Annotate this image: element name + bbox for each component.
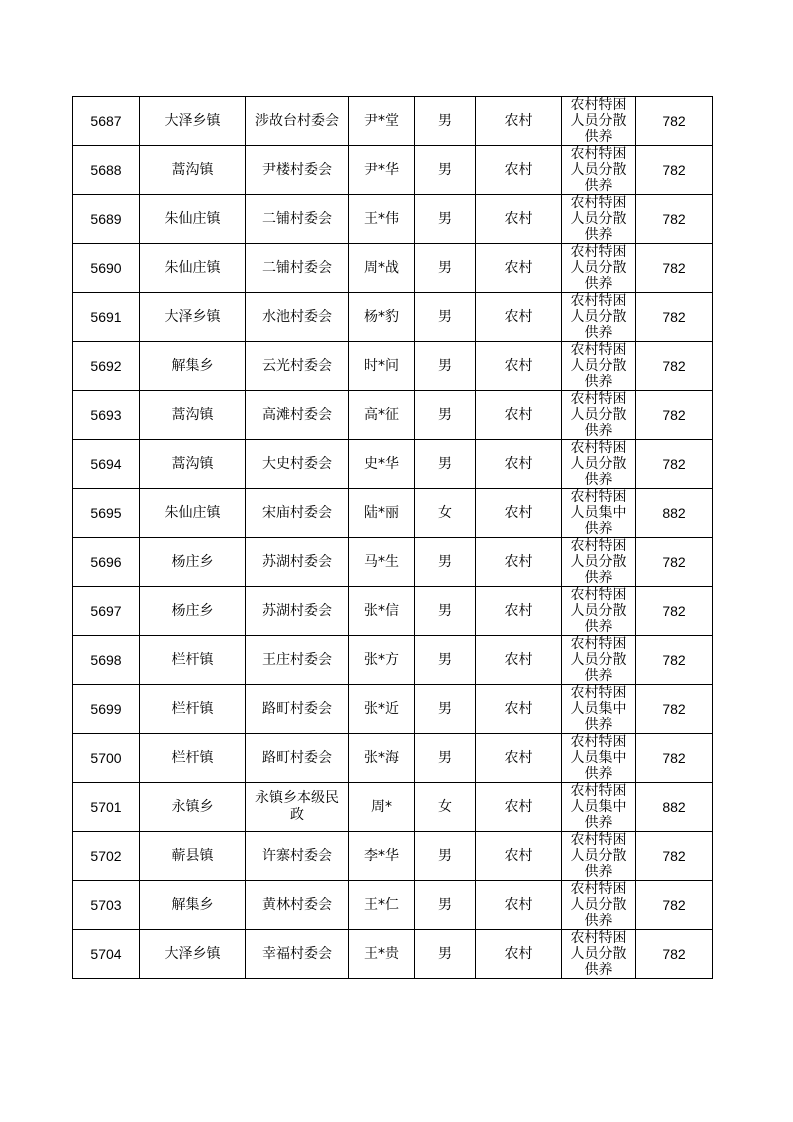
cell-village-committee-text: 二铺村委会 [262, 259, 332, 276]
cell-serial-number: 5690 [73, 244, 140, 293]
cell-village-committee [246, 734, 349, 783]
cell-town: 杨庄乡 [140, 538, 246, 587]
table-row [73, 881, 713, 930]
cell-village-committee [246, 930, 349, 979]
cell-town: 朱仙庄镇 [140, 244, 246, 293]
cell-area-type: 农村 [476, 391, 562, 440]
cell-gender: 男 [415, 930, 476, 979]
cell-assistance-category [562, 587, 636, 636]
cell-assistance-category [562, 440, 636, 489]
cell-village-committee-text: 路町村委会 [262, 700, 332, 717]
cell-village-committee-text: 永镇乡本级民政 [255, 790, 339, 823]
cell-gender: 男 [415, 734, 476, 783]
cell-amount: 782 [636, 293, 713, 342]
cell-village-committee [246, 587, 349, 636]
cell-person-name: 张*信 [349, 587, 415, 636]
cell-gender: 男 [415, 636, 476, 685]
cell-amount: 782 [636, 587, 713, 636]
cell-serial-number: 5702 [73, 832, 140, 881]
cell-village-committee [246, 783, 349, 832]
cell-town: 杨庄乡 [140, 587, 246, 636]
cell-area-type: 农村 [476, 930, 562, 979]
cell-assistance-category [562, 636, 636, 685]
table-row [73, 489, 713, 538]
cell-assistance-category-text: 农村特困人员分散供养 [570, 538, 627, 586]
cell-person-name: 王*仁 [349, 881, 415, 930]
cell-person-name: 王*贵 [349, 930, 415, 979]
cell-assistance-category-text: 农村特困人员分散供养 [570, 832, 627, 880]
cell-serial-number: 5699 [73, 685, 140, 734]
cell-town: 解集乡 [140, 342, 246, 391]
cell-village-committee-text: 水池村委会 [262, 308, 332, 325]
cell-gender: 女 [415, 783, 476, 832]
cell-amount: 782 [636, 930, 713, 979]
cell-person-name: 史*华 [349, 440, 415, 489]
cell-amount: 782 [636, 685, 713, 734]
cell-village-committee [246, 489, 349, 538]
cell-serial-number: 5689 [73, 195, 140, 244]
cell-town: 栏杆镇 [140, 734, 246, 783]
cell-town: 蒿沟镇 [140, 146, 246, 195]
cell-amount: 782 [636, 342, 713, 391]
cell-gender: 男 [415, 293, 476, 342]
cell-village-committee [246, 293, 349, 342]
cell-town: 蕲县镇 [140, 832, 246, 881]
cell-assistance-category-text: 农村特困人员分散供养 [570, 440, 627, 488]
cell-assistance-category-text: 农村特困人员分散供养 [570, 146, 627, 194]
cell-amount: 782 [636, 734, 713, 783]
cell-person-name: 尹*华 [349, 146, 415, 195]
cell-area-type: 农村 [476, 538, 562, 587]
cell-area-type: 农村 [476, 440, 562, 489]
cell-area-type: 农村 [476, 832, 562, 881]
cell-person-name: 周* [349, 783, 415, 832]
cell-amount: 782 [636, 391, 713, 440]
cell-village-committee [246, 685, 349, 734]
cell-gender: 男 [415, 342, 476, 391]
cell-village-committee [246, 391, 349, 440]
cell-serial-number: 5703 [73, 881, 140, 930]
cell-amount: 782 [636, 146, 713, 195]
cell-assistance-category-text: 农村特困人员分散供养 [570, 930, 627, 978]
cell-area-type: 农村 [476, 97, 562, 146]
cell-person-name: 高*征 [349, 391, 415, 440]
cell-assistance-category [562, 195, 636, 244]
cell-town: 蒿沟镇 [140, 391, 246, 440]
cell-town: 朱仙庄镇 [140, 195, 246, 244]
cell-assistance-category [562, 342, 636, 391]
cell-assistance-category [562, 146, 636, 195]
cell-amount: 782 [636, 881, 713, 930]
cell-gender: 男 [415, 97, 476, 146]
cell-person-name: 马*生 [349, 538, 415, 587]
cell-gender: 男 [415, 244, 476, 293]
cell-serial-number: 5697 [73, 587, 140, 636]
cell-serial-number: 5692 [73, 342, 140, 391]
table-row [73, 636, 713, 685]
cell-person-name: 陆*丽 [349, 489, 415, 538]
cell-village-committee [246, 832, 349, 881]
cell-area-type: 农村 [476, 146, 562, 195]
cell-person-name: 周*战 [349, 244, 415, 293]
cell-town: 大泽乡镇 [140, 293, 246, 342]
cell-person-name: 张*近 [349, 685, 415, 734]
cell-serial-number: 5691 [73, 293, 140, 342]
cell-serial-number: 5700 [73, 734, 140, 783]
cell-assistance-category-text: 农村特困人员集中供养 [570, 783, 627, 831]
cell-person-name: 王*伟 [349, 195, 415, 244]
records-table-body [73, 97, 713, 979]
cell-assistance-category [562, 685, 636, 734]
cell-assistance-category-text: 农村特困人员集中供养 [570, 734, 627, 782]
cell-area-type: 农村 [476, 489, 562, 538]
cell-assistance-category-text: 农村特困人员分散供养 [570, 195, 627, 243]
table-row [73, 391, 713, 440]
cell-assistance-category-text: 农村特困人员分散供养 [570, 97, 627, 145]
cell-gender: 男 [415, 587, 476, 636]
records-table [72, 96, 713, 979]
cell-gender: 男 [415, 881, 476, 930]
cell-area-type: 农村 [476, 783, 562, 832]
cell-gender: 男 [415, 195, 476, 244]
cell-village-committee-text: 路町村委会 [262, 749, 332, 766]
cell-assistance-category [562, 391, 636, 440]
cell-serial-number: 5696 [73, 538, 140, 587]
cell-amount: 882 [636, 783, 713, 832]
cell-village-committee-text: 高滩村委会 [262, 406, 332, 423]
cell-village-committee [246, 636, 349, 685]
cell-village-committee-text: 尹楼村委会 [262, 161, 332, 178]
cell-area-type: 农村 [476, 195, 562, 244]
cell-village-committee-text: 涉故台村委会 [255, 112, 339, 129]
cell-gender: 男 [415, 538, 476, 587]
table-row [73, 685, 713, 734]
cell-gender: 男 [415, 146, 476, 195]
table-row [73, 97, 713, 146]
cell-area-type: 农村 [476, 685, 562, 734]
cell-serial-number: 5695 [73, 489, 140, 538]
cell-village-committee [246, 195, 349, 244]
table-row [73, 783, 713, 832]
cell-gender: 男 [415, 685, 476, 734]
cell-amount: 782 [636, 97, 713, 146]
cell-town: 解集乡 [140, 881, 246, 930]
cell-assistance-category [562, 538, 636, 587]
cell-village-committee-text: 幸福村委会 [262, 945, 332, 962]
cell-village-committee-text: 王庄村委会 [262, 651, 332, 668]
cell-village-committee [246, 146, 349, 195]
cell-assistance-category [562, 930, 636, 979]
cell-gender: 男 [415, 391, 476, 440]
cell-assistance-category-text: 农村特困人员分散供养 [570, 293, 627, 341]
cell-village-committee-text: 宋庙村委会 [262, 504, 332, 521]
table-row [73, 293, 713, 342]
cell-person-name: 时*问 [349, 342, 415, 391]
cell-person-name: 杨*豹 [349, 293, 415, 342]
table-row [73, 734, 713, 783]
cell-assistance-category-text: 农村特困人员集中供养 [570, 489, 627, 537]
table-row [73, 195, 713, 244]
cell-assistance-category [562, 293, 636, 342]
cell-person-name: 张*方 [349, 636, 415, 685]
table-row [73, 587, 713, 636]
table-row [73, 538, 713, 587]
cell-amount: 782 [636, 195, 713, 244]
cell-area-type: 农村 [476, 881, 562, 930]
cell-village-committee-text: 苏湖村委会 [262, 553, 332, 570]
cell-amount: 782 [636, 538, 713, 587]
cell-assistance-category-text: 农村特困人员分散供养 [570, 587, 627, 635]
cell-town: 栏杆镇 [140, 636, 246, 685]
cell-village-committee-text: 云光村委会 [262, 357, 332, 374]
cell-gender: 女 [415, 489, 476, 538]
cell-area-type: 农村 [476, 636, 562, 685]
cell-assistance-category [562, 489, 636, 538]
cell-area-type: 农村 [476, 342, 562, 391]
table-row [73, 832, 713, 881]
cell-serial-number: 5701 [73, 783, 140, 832]
cell-amount: 782 [636, 440, 713, 489]
cell-village-committee [246, 342, 349, 391]
cell-serial-number: 5693 [73, 391, 140, 440]
cell-gender: 男 [415, 832, 476, 881]
cell-town: 朱仙庄镇 [140, 489, 246, 538]
cell-village-committee-text: 黄林村委会 [262, 896, 332, 913]
cell-assistance-category [562, 734, 636, 783]
cell-village-committee-text: 苏湖村委会 [262, 602, 332, 619]
cell-amount: 782 [636, 244, 713, 293]
cell-assistance-category [562, 244, 636, 293]
cell-assistance-category [562, 881, 636, 930]
cell-amount: 782 [636, 636, 713, 685]
cell-assistance-category-text: 农村特困人员分散供养 [570, 342, 627, 390]
cell-assistance-category-text: 农村特困人员集中供养 [570, 685, 627, 733]
cell-town: 蒿沟镇 [140, 440, 246, 489]
cell-assistance-category-text: 农村特困人员分散供养 [570, 244, 627, 292]
cell-area-type: 农村 [476, 587, 562, 636]
cell-serial-number: 5694 [73, 440, 140, 489]
cell-amount: 882 [636, 489, 713, 538]
cell-area-type: 农村 [476, 734, 562, 783]
table-row [73, 930, 713, 979]
cell-village-committee [246, 244, 349, 293]
cell-town: 大泽乡镇 [140, 930, 246, 979]
table-row [73, 342, 713, 391]
cell-serial-number: 5704 [73, 930, 140, 979]
cell-town: 永镇乡 [140, 783, 246, 832]
cell-village-committee [246, 538, 349, 587]
cell-village-committee-text: 大史村委会 [262, 455, 332, 472]
table-row [73, 244, 713, 293]
cell-village-committee [246, 97, 349, 146]
cell-serial-number: 5687 [73, 97, 140, 146]
table-row [73, 146, 713, 195]
cell-town: 大泽乡镇 [140, 97, 246, 146]
cell-assistance-category-text: 农村特困人员分散供养 [570, 391, 627, 439]
cell-person-name: 张*海 [349, 734, 415, 783]
table-row [73, 440, 713, 489]
cell-village-committee-text: 二铺村委会 [262, 210, 332, 227]
cell-village-committee-text: 许寨村委会 [262, 847, 332, 864]
cell-area-type: 农村 [476, 293, 562, 342]
cell-town: 栏杆镇 [140, 685, 246, 734]
cell-serial-number: 5698 [73, 636, 140, 685]
cell-assistance-category [562, 832, 636, 881]
cell-amount: 782 [636, 832, 713, 881]
cell-assistance-category [562, 783, 636, 832]
cell-person-name: 尹*堂 [349, 97, 415, 146]
cell-area-type: 农村 [476, 244, 562, 293]
cell-village-committee [246, 881, 349, 930]
cell-serial-number: 5688 [73, 146, 140, 195]
cell-assistance-category-text: 农村特困人员分散供养 [570, 881, 627, 929]
cell-assistance-category-text: 农村特困人员分散供养 [570, 636, 627, 684]
cell-person-name: 李*华 [349, 832, 415, 881]
cell-village-committee [246, 440, 349, 489]
cell-assistance-category [562, 97, 636, 146]
cell-gender: 男 [415, 440, 476, 489]
